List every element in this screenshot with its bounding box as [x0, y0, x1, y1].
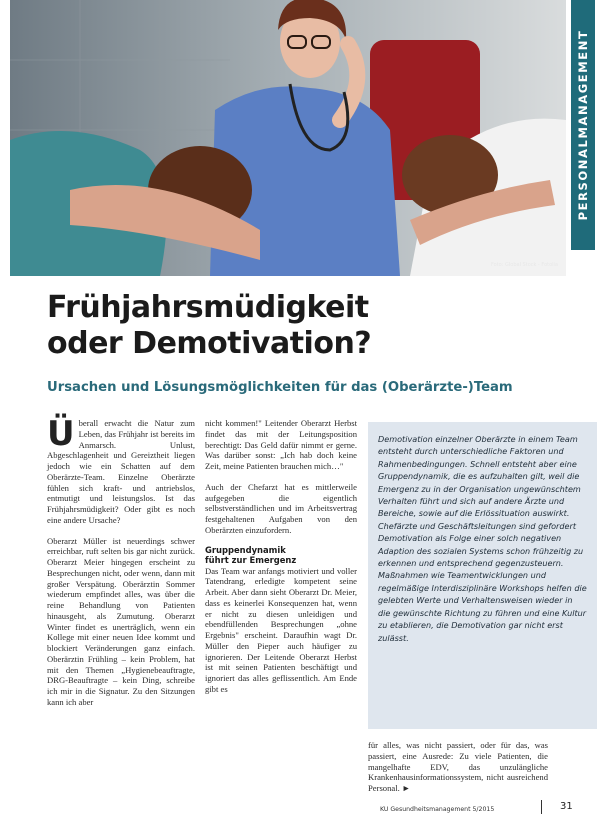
section-heading-line-2: führt zur Emergenz	[205, 555, 297, 565]
paragraph: nicht kommen!" Leitender Oberarzt Herbst findet das mit der Leitungsposition berechtigt: Das Geld dafür nimmt er gerne. Was darüber sonst: „Ich hab doch keine Zeit, meine Patienten brauchen mich…"	[205, 418, 357, 471]
article-title	[47, 290, 547, 362]
title-line-2: oder Demotivation?	[47, 326, 372, 361]
title-line-1: Frühjahrsmüdigkeit	[47, 290, 369, 325]
pull-quote-box	[368, 422, 597, 729]
section-heading	[205, 545, 357, 566]
dropcap: Ü	[47, 414, 75, 454]
section-heading-line-1: Gruppendynamik	[205, 544, 286, 555]
article-subtitle: Ursachen und Lösungsmöglichkeiten für das (Oberärzte-)Team	[47, 380, 513, 395]
paragraph: Oberarzt Müller ist neuerdings schwer erreichbar, ruft selten bis gar nicht zurück. Oberarzt Meier hingegen erscheint zu Besprechungen nicht, oder wenn, dann mit großer Verspätung. Oberärztin Sommer wiederum empfindet alles, was über die reine Behandlung von Patienten hinausgeht, als Zumutung. Oberarzt Winter findet es unerträglich, wenn ein Kollege mit einer neuen Idee kommt und blockiert Veränderungen ganz einfach. Oberärztin Frühling – kein Problem, hat mit den Themen „Hygienebeauftragte, DRG-Beauftragte – kein Ding, schreibe ich mir in die Signatur. Zu den Sitzungen kann ich aber	[47, 535, 195, 707]
paragraph-text: berall erwacht die Natur zum Leben, das Frühjahr ist bereits im Anmarsch. Unlust, Abgeschlagenheit und Gereiztheit liegen jedoch wie ein Schatten auf dem Oberärzte-Team. Einzelne Oberärzte fühlen sich kraft- und antriebslos, entmutigt und leistungslos. Ist das Frühjahrsmüdigkeit? Oder gibt es noch eine andere Ursache?	[47, 418, 195, 525]
journal-footer: KU Gesundheitsmanagement 5/2015	[380, 806, 495, 813]
page-number: 31	[560, 801, 573, 812]
footer-divider	[541, 800, 542, 814]
paragraph	[47, 414, 195, 526]
article-photo	[10, 0, 566, 276]
paragraph: Auch der Chefarzt hat es mittlerweile aufgegeben die eigentlich selbstverständlichen und im Arbeitsvertrag festgehaltenen Aufgaben von den Oberärzten einzufordern.	[205, 481, 357, 535]
paragraph: für alles, was nicht passiert, oder für das, was passiert, eine Ausrede: Zu viele Patienten, die mangelhafte EDV, das unzulängliche Krankenhausinformationssystem, nicht ausreichend Personal. ►	[368, 740, 548, 793]
section-tab-label: PERSONALMANAGEMENT	[576, 29, 590, 221]
pull-quote-text: Demotivation einzelner Oberärzte in einem Team entsteht durch unterschiedliche Faktoren und Rahmenbedingungen. Schnell entsteht aber eine Gruppendynamik, die es aufzuhalten gilt, weil die Emergenz zu in der Organisation ungewünschtem Verhalten führt und sich auf andere Ärzte und Bereiche, sowie auf die Erlössituation auswirkt. Chefärzte und Geschäftsleitungen sind gefordert Demotivation als Folge einer solch negativen Adaption des sozialen Systems schon frühzeitig zu erkennen und entsprechend gegenzusteuern. Maßnahmen wie Teamentwicklungen und regelmäßige Interdisziplinäre Workshops helfen die gelebten Werte und Verhaltensweisen wieder in die gewünschte Richtung zu führen und eine Kultur zu etablieren, die Demotivation gar nicht erst zulässt.	[378, 434, 587, 643]
photo-credit: Foto: Global Stock - Fotolia	[490, 262, 558, 268]
photo-illustration	[10, 0, 566, 276]
body-column-2	[205, 418, 357, 695]
body-column-1	[47, 414, 195, 708]
paragraph: Das Team war anfangs motiviert und voller Tatendrang, erledigte kompetent seine Arbeit. Aber dann sieht Oberarzt Dr. Meier, dass es keinerlei Konsequenzen hat, wenn er nicht zu diesen unleidigen und ebendfüllenden Besprechungen „ohne Ergebnis" erscheint. Daraufhin wagt Dr. Müller den Pieper auch häufiger zu ignorieren. Der Leitende Oberarzt Herbst ist mit seinen Patienten beschäftigt und ignoriert das alles geflissentlich. Am Ende gibt es	[205, 565, 357, 694]
section-tab	[571, 0, 595, 250]
body-column-3	[368, 740, 548, 794]
